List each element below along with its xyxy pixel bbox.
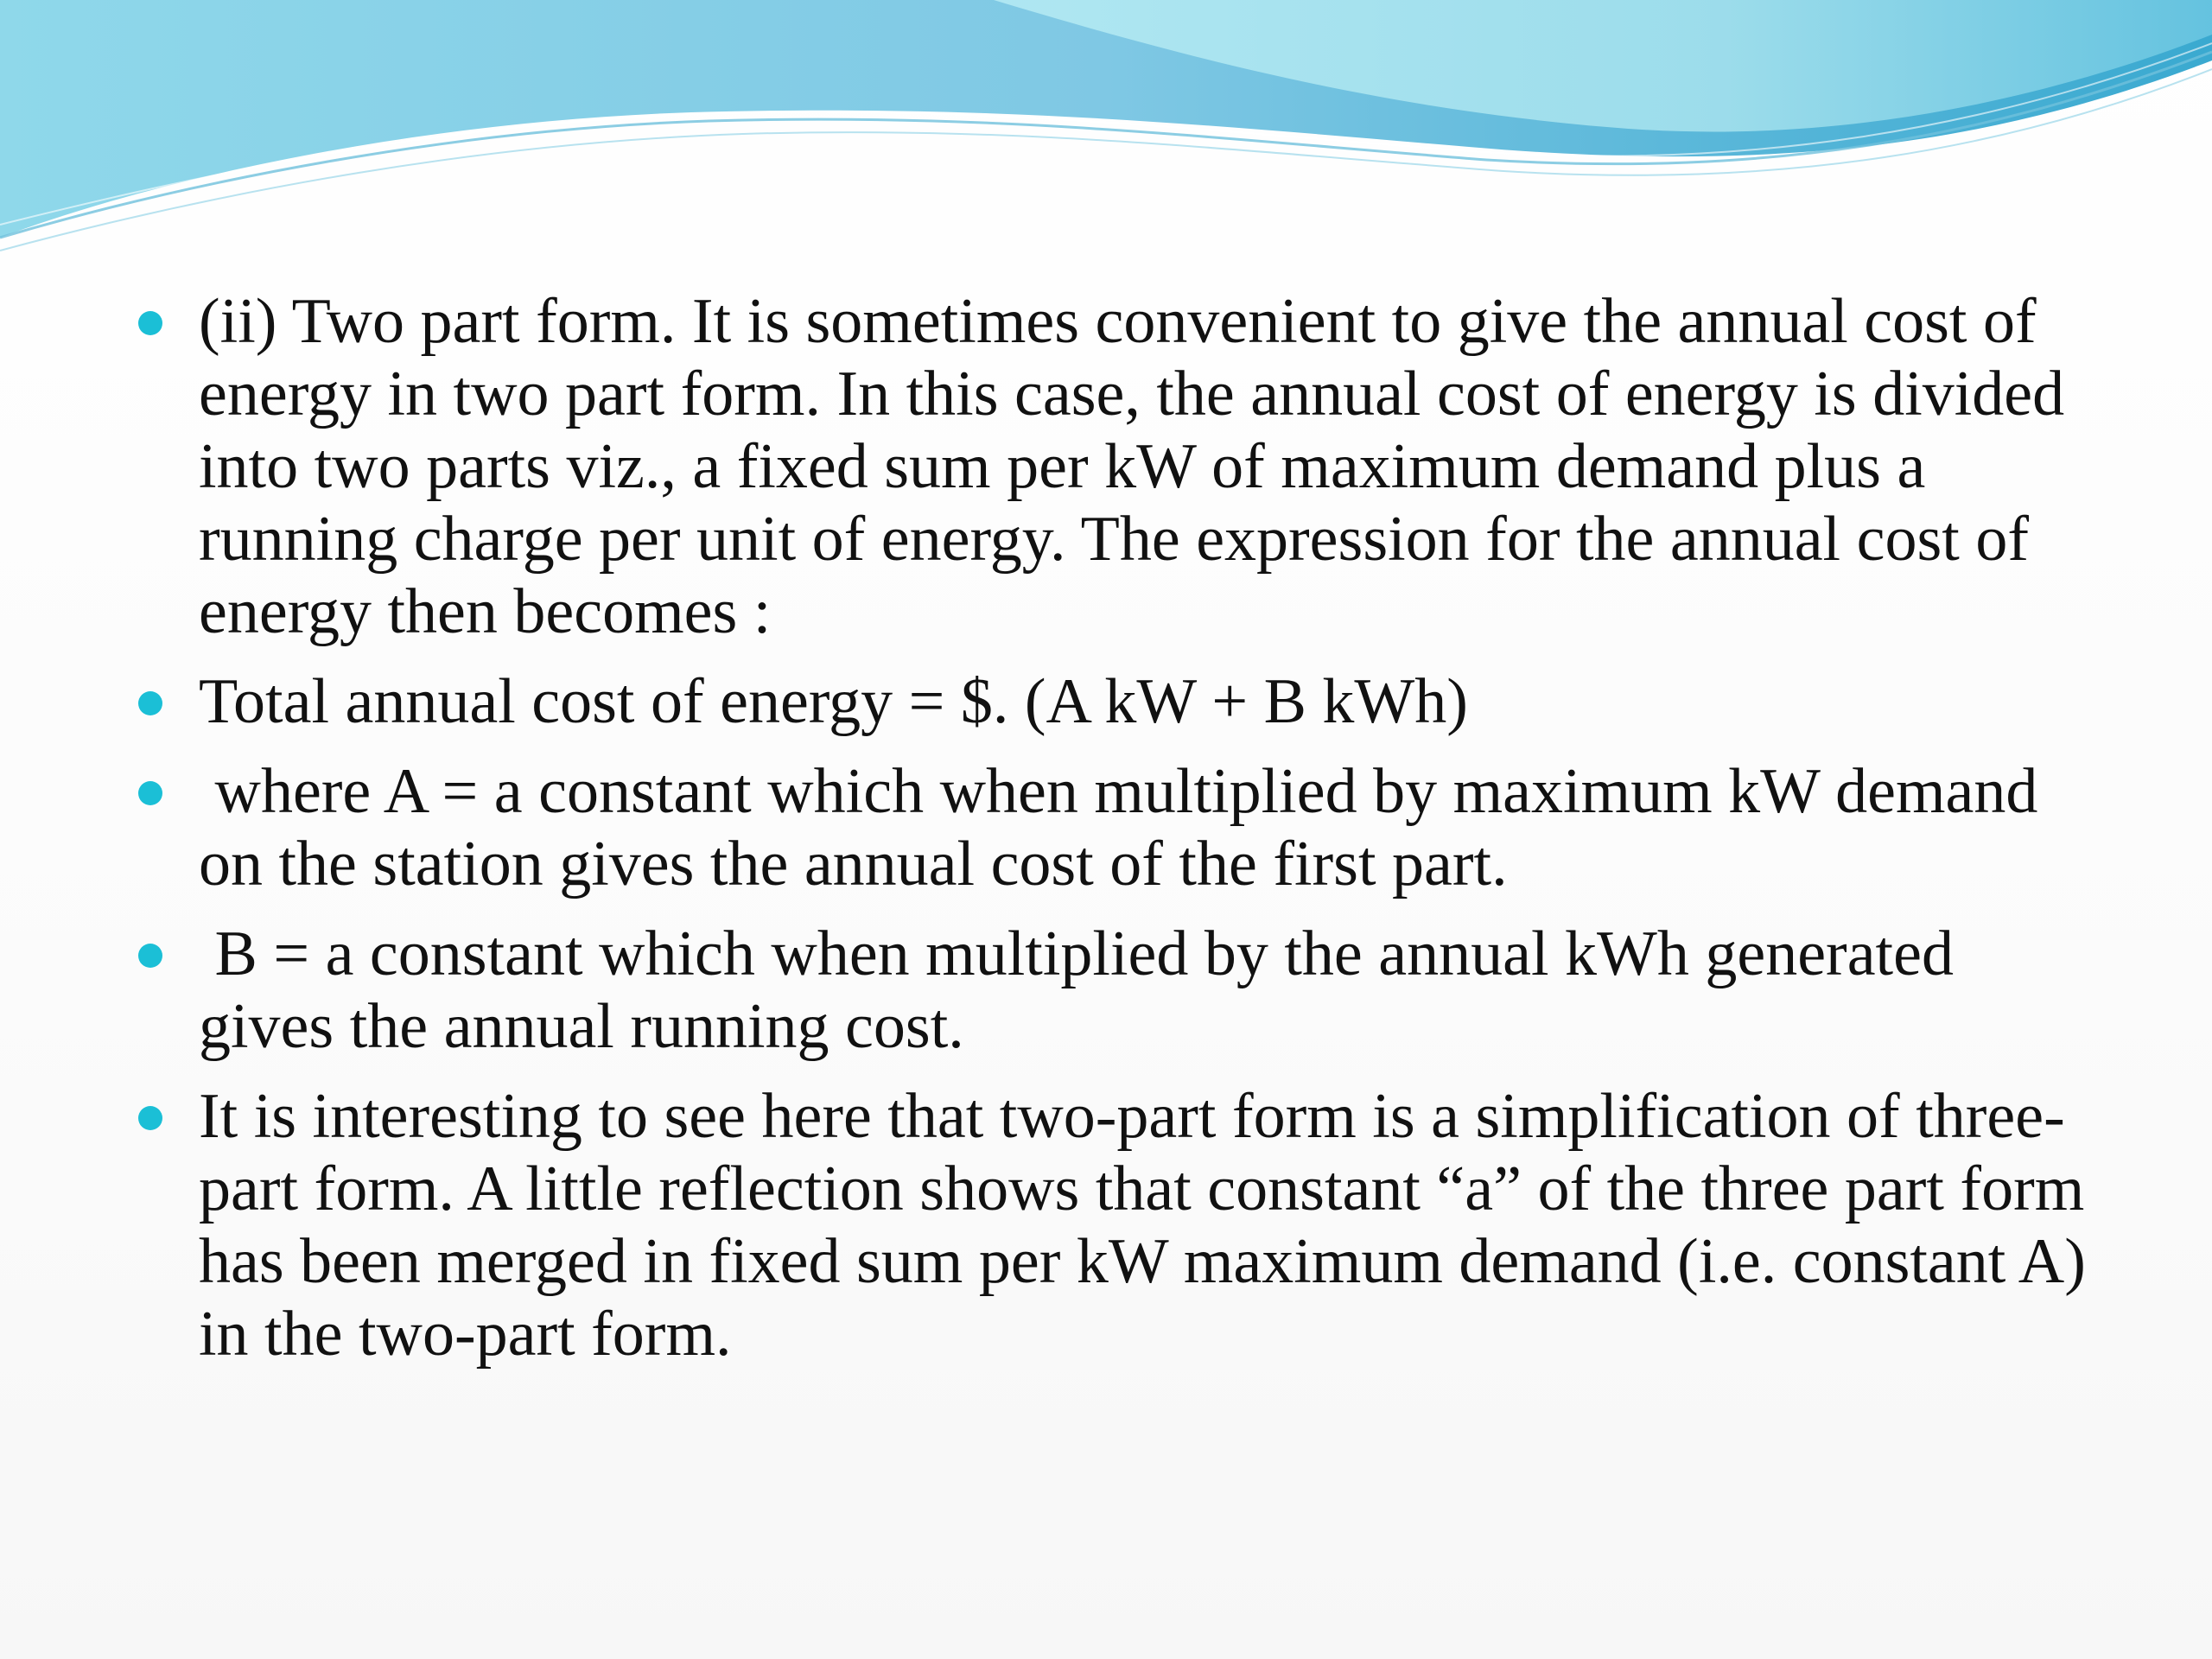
bullet-item [138,1080,2102,1370]
slide-body [138,285,2102,1388]
bullet-item [138,918,2091,1063]
bullet-item [138,285,2091,648]
header-wave-decoration [0,0,2212,276]
bullet-dot-icon [138,311,162,335]
bullet-dot-icon [138,781,162,805]
bullet-text: Total annual cost of energy = $. (A kW + B kWh) [199,666,1468,737]
bullet-list [138,285,2102,1370]
bullet-text: It is interesting to see here that two-part form is a simplification of three-part form. A little reflection shows that constant “a” of the three part form has been merged in fixed sum per kW maximum demand (i.e. constant A) in the two-part form. [199,1081,2102,1370]
bullet-item [138,755,2091,900]
bullet-text: (ii) Two part form. It is sometimes convenient to give the annual cost of energy in two part form. In this case, the annual cost of energy is divided into two parts viz., a fixed sum per kW of maximum demand plus a running charge per unit of energy. The expression for the annual cost of energy then becomes : [199,286,2081,647]
bullet-text: where A = a constant which when multiplied by maximum kW demand on the station gives the annual cost of the first part. [199,756,2054,899]
bullet-text: B = a constant which when multiplied by the annual kWh generated gives the annual running cost. [199,918,1970,1062]
bullet-dot-icon [138,691,162,715]
bullet-dot-icon [138,1106,162,1130]
bullet-item [138,665,2091,738]
bullet-dot-icon [138,944,162,968]
